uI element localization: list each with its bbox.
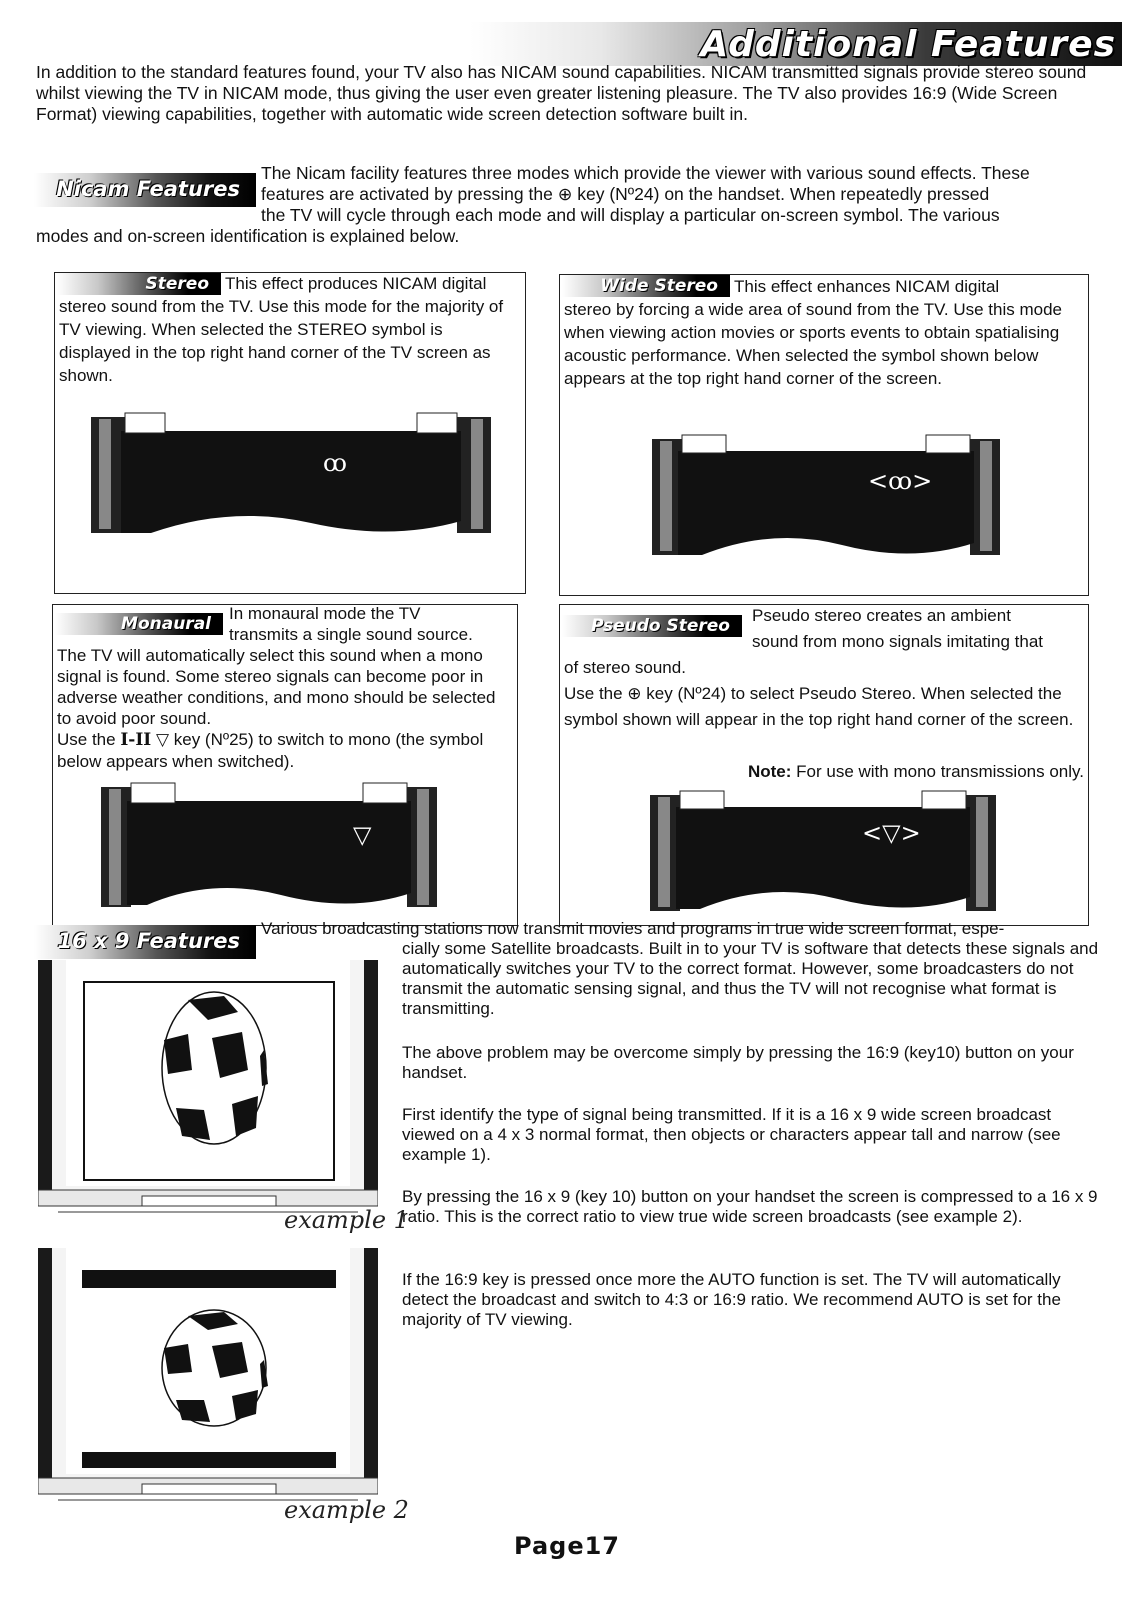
example1-tv-illustration — [38, 960, 378, 1224]
wide-stereo-tv-illustration — [652, 433, 1000, 565]
monaural-key-post: key (Nº25) to switch to mono (the symbol below appears when switched). — [57, 730, 484, 771]
wide-stereo-description: stereo by forcing a wide area of sound from the TV. Use this mode when viewing action movies or sports events to obtain spatialising acoustic performance. When selected the symbol shown below appears at the top right hand corner of the screen. — [564, 300, 1062, 388]
pseudo-stereo-description: Use the ⊕ key (Nº24) to select Pseudo Stereo. When selected the symbol shown will appear in the top right hand corner of the screen. — [564, 684, 1074, 729]
monaural-key-triangle-icon: ▽ — [151, 730, 170, 749]
example2-label: example 2 — [284, 1496, 409, 1524]
monaural-key-pre: Use the — [57, 730, 121, 749]
pseudo-stereo-line1: Pseudo stereo creates an ambient — [752, 606, 1011, 625]
monaural-box — [52, 604, 518, 926]
monaural-line1: In monaural mode the TV — [229, 604, 421, 623]
pseudo-stereo-note — [564, 759, 1084, 785]
wide169-p3: First identify the type of signal being transmitted. If it is a 16 x 9 wide screen broadcast viewed on a 4 x 3 normal format, then objects or characters appear tall and narrow (see example 1). — [402, 1105, 1061, 1164]
wide169-p2: The above problem may be overcome simply by pressing the 16:9 (key10) button on your handset. — [402, 1043, 1074, 1082]
wide169-p1-rest: cially some Satellite broadcasts. Built in to your TV is software that detects these signals and automatically switches your TV to the correct format. However, some broadcasters do not transmit the automatic sensing signal, and thus the TV will not recognise what format is transmitting. — [402, 939, 1099, 1018]
pseudo-stereo-note-text: For use with mono transmissions only. — [791, 762, 1084, 781]
wide169-heading-tag — [34, 925, 256, 959]
monaural-tv-illustration — [101, 781, 437, 915]
example1-label: example 1 — [284, 1206, 409, 1234]
header-banner — [470, 22, 1122, 66]
nicam-text-line3: the TV will cycle through each mode and will display a particular on-screen symbol. The various — [261, 205, 1000, 225]
nicam-text-line4: modes and on-screen identification is explained below. — [36, 226, 460, 246]
wide-stereo-line1: This effect enhances NICAM digital — [734, 277, 1000, 296]
monaural-tag-label: Monaural — [121, 614, 211, 634]
pseudo-stereo-line2: sound from mono signals imitating that — [752, 632, 1044, 651]
monaural-description: The TV will automatically select this sound when a mono signal is found. Some stereo signals can become poor in adverse weather conditions, and mono should be selected to avoid poor sound. — [57, 646, 496, 728]
wide-stereo-tag-label: Wide Stereo — [600, 276, 718, 296]
stereo-tag-label: Stereo — [145, 274, 209, 294]
pseudo-stereo-tv-illustration — [650, 789, 996, 917]
monaural-tag — [55, 613, 223, 635]
pseudo-stereo-symbol: <▽> — [862, 819, 921, 847]
wide169-p4: By pressing the 16 x 9 (key 10) button on your handset the screen is compressed to a 16 x 9 ratio. This is the correct ratio to view true wide screen broadcasts (see example 2). — [402, 1187, 1098, 1226]
nicam-heading: Nicam Features — [56, 177, 240, 201]
page-title: Additional Features — [700, 24, 1116, 65]
stereo-tag — [57, 273, 221, 295]
pseudo-stereo-tag-label: Pseudo Stereo — [591, 616, 730, 636]
nicam-heading-tag — [34, 173, 256, 207]
pseudo-stereo-box — [559, 604, 1089, 926]
intro-paragraph: In addition to the standard features found, your TV also has NICAM sound capabilities. NICAM transmitted signals provide stereo sound whilst viewing the TV in NICAM mode, thus giving the user even greater listening pleasure. The TV also provides 16:9 (Wide Screen Format) viewing capabilities, together with automatic wide screen detection software built in. — [36, 62, 1087, 124]
stereo-description: stereo sound from the TV. Use this mode for the majority of TV viewing. When selected the STEREO symbol is displayed in the top right hand corner of the TV screen as shown. — [59, 297, 504, 385]
wide-stereo-symbol: <ꝏ> — [868, 467, 933, 495]
pseudo-stereo-line3: of stereo sound. — [564, 658, 686, 677]
wide-stereo-tag — [562, 275, 730, 297]
stereo-box — [54, 272, 526, 594]
monaural-line2: transmits a single sound source. — [229, 625, 473, 644]
stereo-tv-illustration — [91, 411, 491, 543]
example2-tv-illustration — [38, 1248, 378, 1512]
stereo-line1: This effect produces NICAM digital — [225, 274, 487, 293]
monaural-symbol: ▽ — [353, 821, 372, 849]
monaural-key-name: I-II — [120, 730, 152, 750]
wide169-p5: If the 16:9 key is pressed once more the AUTO function is set. The TV will automatically detect the broadcast and switch to 4:3 or 16:9 ratio. We recommend AUTO is set for the majority of TV viewing. — [402, 1270, 1061, 1329]
wide169-p1-line1: Various broadcasting stations now transmit movies and programs in true wide screen format, espe- — [261, 919, 1005, 938]
monaural-key-instruction — [57, 729, 513, 772]
wide-stereo-box — [559, 274, 1089, 596]
wide169-heading: 16 x 9 Features — [57, 929, 240, 953]
stereo-symbol: ꝏ — [323, 449, 347, 477]
nicam-text-line2: features are activated by pressing the ⊕ key (Nº24) on the handset. When repeatedly pressed — [261, 184, 990, 204]
pseudo-stereo-tag — [562, 615, 742, 637]
nicam-text-line1: The Nicam facility features three modes which provide the viewer with various sound effects. These — [261, 163, 1030, 183]
page-number: Page17 — [514, 1532, 620, 1560]
pseudo-stereo-note-label: Note: — [747, 762, 792, 781]
